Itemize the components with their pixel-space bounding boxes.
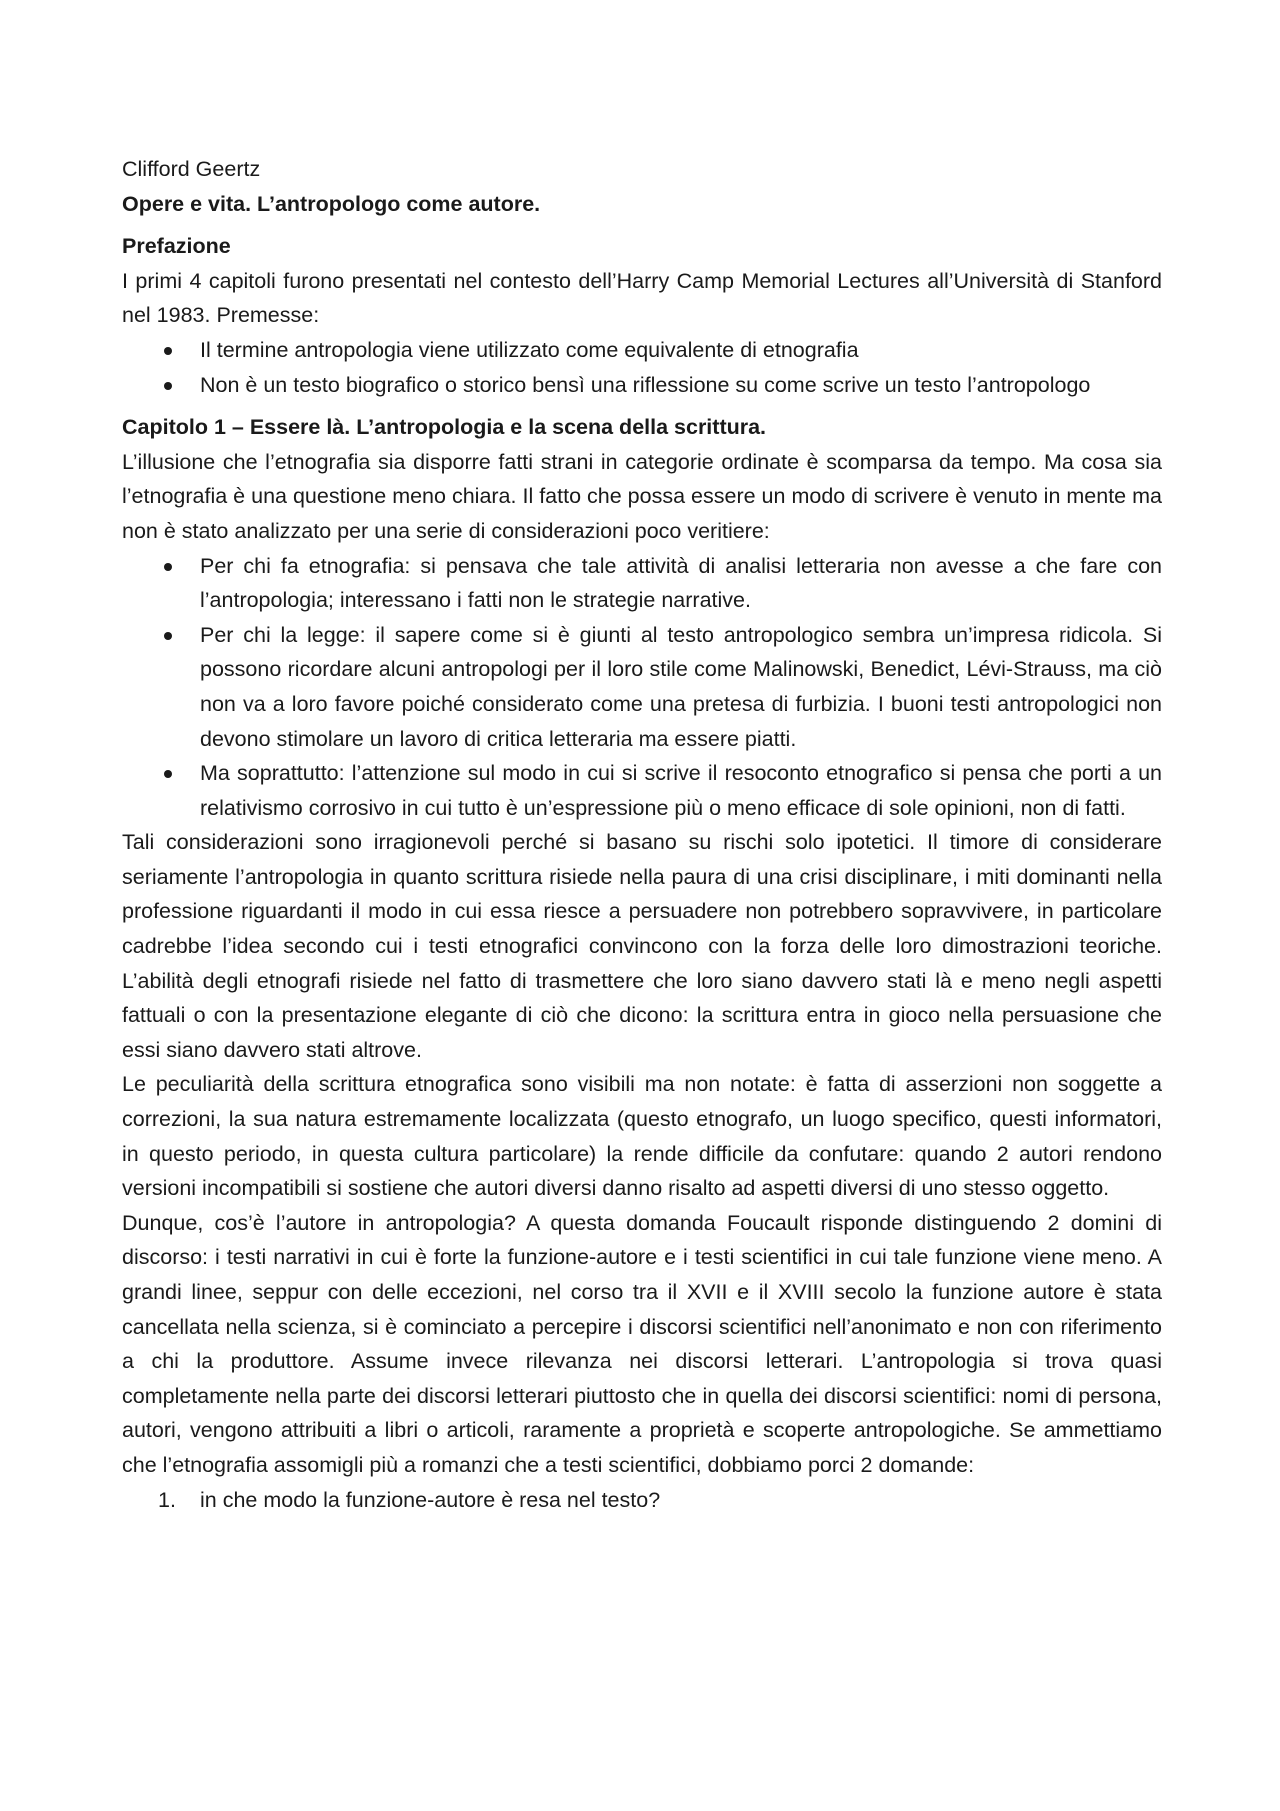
document-title: Opere e vita. L’antropologo come autore. [122,191,541,216]
body-paragraph: Le peculiarità della scrittura etnografica sono visibili ma non notate: è fatta di asserzioni non soggette a correzioni, la sua natura estremamente localizzata (questo etnografo, un luogo specifico, questi informatori, in questo periodo, in questa cultura particolare) la rende difficile da confutare: quando 2 autori rendono versioni incompatibili si sostiene che autori diversi danno risalto ad aspetti diversi di uno stesso oggetto. [122,1072,1162,1201]
list-item [122,1483,1162,1518]
questions-list [122,1483,1162,1518]
list-number: 1. [158,1487,176,1512]
author-name: Clifford Geertz [122,157,261,181]
list-item-text: Non è un testo biografico o storico bensì una riflessione su come scrive un testo l’antropologo [200,372,1091,397]
list-item-text: Per chi fa etnografia: si pensava che tale attività di analisi letteraria non avesse a che fare con l’antropologia; interessano i fatti non le strategie narrative. [200,553,1162,613]
list-item-text: in che modo la funzione-autore è resa nel testo? [200,1487,661,1512]
bullet-icon [164,382,172,390]
list-item-text: Il termine antropologia viene utilizzato come equivalente di etnografia [200,337,859,362]
bullet-icon [164,632,172,640]
document-page [122,152,1162,1517]
chapter-1-section [122,410,1162,1517]
list-item [122,333,1162,368]
preface-intro: I primi 4 capitoli furono presentati nel contesto dell’Harry Camp Memorial Lectures all’Università di Stanford nel 1983. Premesse: [122,268,1162,328]
bullet-icon [164,770,172,778]
list-item [122,549,1162,618]
bullet-icon [164,563,172,571]
chapter-1-bullet-list [122,549,1162,826]
list-item [122,756,1162,825]
chapter-1-heading: Capitolo 1 – Essere là. L’antropologia e la scena della scrittura. [122,415,767,440]
list-item [122,618,1162,756]
list-item-text: Per chi la legge: il sapere come si è giunti al testo antropologico sembra un’impresa ridicola. Si possono ricordare alcuni antropologi per il loro stile come Malinowski, Benedict, Lévi-Strauss, ma ciò non va a loro favore poiché considerato come una pretesa di furbizia. I buoni testi antropologici non devono stimolare un lavoro di critica letteraria ma essere piatti. [200,622,1162,751]
preface-bullet-list [122,333,1162,402]
preface-section [122,229,1162,402]
chapter-1-intro: L’illusione che l’etnografia sia disporre fatti strani in categorie ordinate è scomparsa da tempo. Ma cosa sia l’etnografia è una questione meno chiara. Il fatto che possa essere un modo di scrivere è venuto in mente ma non è stato analizzato per una serie di considerazioni poco veritiere: [122,449,1162,543]
preface-heading: Prefazione [122,234,231,259]
body-paragraph: Tali considerazioni sono irragionevoli perché si basano su rischi solo ipotetici. Il timore di considerare seriamente l’antropologia in quanto scrittura risiede nella paura di una crisi disciplinare, i miti dominanti nella professione riguardanti il modo in cui essa riesce a persuadere non potrebbero sopravvivere, in particolare cadrebbe l’idea secondo cui i testi etnografici convincono con la forza delle loro dimostrazioni teoriche. L’abilità degli etnografi risiede nel fatto di trasmettere che loro siano davvero stati là e meno negli aspetti fattuali o con la presentazione elegante di ciò che dicono: la scrittura entra in gioco nella persuasione che essi siano davvero stati altrove. [122,830,1162,1062]
list-item [122,368,1162,403]
body-paragraph: Dunque, cos’è l’autore in antropologia? A questa domanda Foucault risponde distinguendo 2 domini di discorso: i testi narrativi in cui è forte la funzione-autore e i testi scientifici in cui tale funzione viene meno. A grandi linee, seppur con delle eccezioni, nel corso tra il XVII e il XVIII secolo la funzione autore è stata cancellata nella scienza, si è cominciato a percepire i discorsi scientifici nell’anonimato e non con riferimento a chi la produttore. Assume invece rilevanza nei discorsi letterari. L’antropologia si trova quasi completamente nella parte dei discorsi letterari piuttosto che in quella dei discorsi scientifici: nomi di persona, autori, vengono attribuiti a libri o articoli, raramente a proprietà e scoperte antropologiche. Se ammettiamo che l’etnografia assomigli più a romanzi che a testi scientifici, dobbiamo porci 2 domande: [122,1210,1162,1477]
bullet-icon [164,347,172,355]
list-item-text: Ma soprattutto: l’attenzione sul modo in cui si scrive il resoconto etnografico si pensa che porti a un relativismo corrosivo in cui tutto è un’espressione più o meno efficace di sole opinioni, non di fatti. [200,761,1162,820]
